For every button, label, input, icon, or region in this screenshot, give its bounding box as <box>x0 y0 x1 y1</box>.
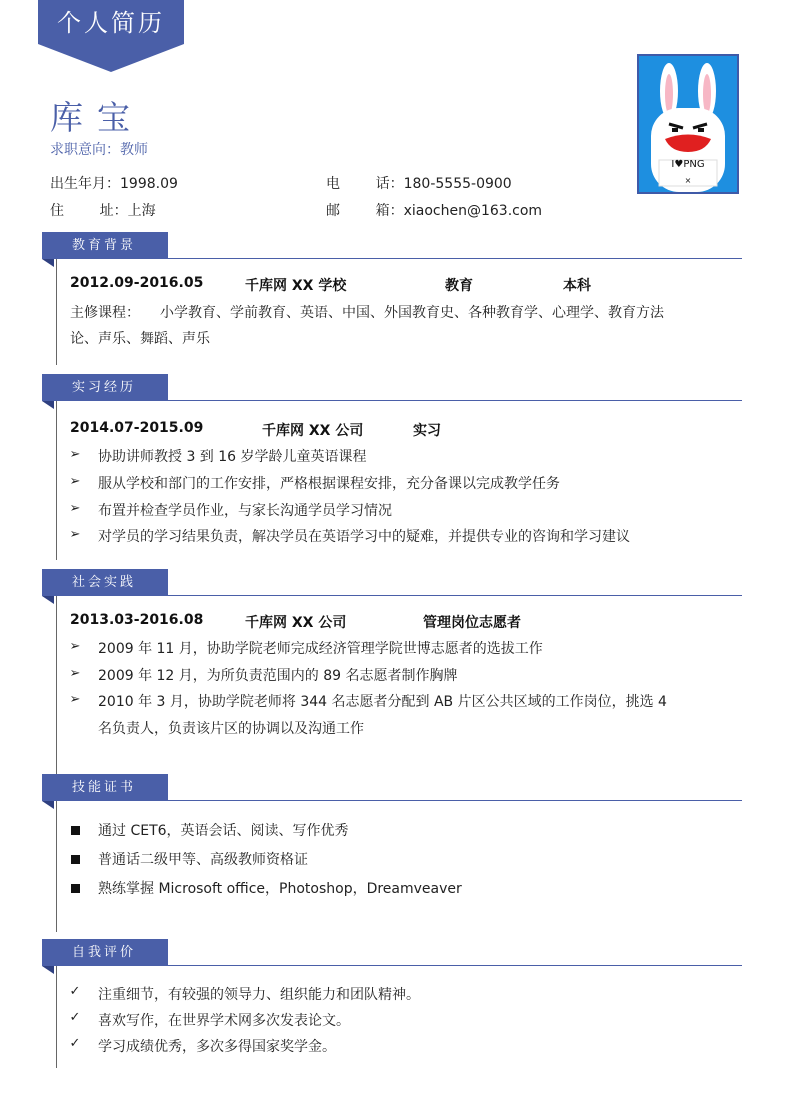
social-item: 2009 年 12 月，为所负责范围内的 89 名志愿者制作胸牌 <box>98 668 458 684</box>
birth-value: 1998.09 <box>120 176 178 192</box>
job-intent: 求职意向：教师 <box>50 142 148 158</box>
person-name: 库宝 <box>50 98 144 137</box>
section-spine <box>56 400 57 560</box>
svg-text:×: × <box>684 176 692 185</box>
check-icon: ✓ <box>69 984 81 999</box>
rabbit-avatar-icon <box>639 56 737 192</box>
skill-item: 普通话二级甲等、高级教师资格证 <box>98 852 308 868</box>
courses-line-1: 小学教育、学前教育、英语、中国、外国教育史、各种教育学、心理学、教育方法 <box>160 305 664 321</box>
arrow-bullet-icon: ➢ <box>69 527 81 542</box>
address-value: 上海 <box>127 203 156 219</box>
email-value: xiaochen@163.com <box>403 203 543 219</box>
education-major: 教育 <box>445 278 473 294</box>
social-item: 2010 年 3 月，协助学院老师将 344 名志愿者分配到 AB 片区公共区域的工作岗位，挑选 4 <box>98 694 667 710</box>
section-fold <box>42 966 54 974</box>
skill-item: 熟练掌握 Microsoft office，Photoshop，Dreamveaver <box>98 881 462 897</box>
courses-label: 主修课程： <box>70 305 140 321</box>
section-fold <box>42 401 54 409</box>
arrow-bullet-icon: ➢ <box>69 639 81 654</box>
profile-photo <box>637 54 739 194</box>
social-item-continued: 名负责人，负责该片区的协调以及沟通工作 <box>98 721 364 737</box>
section-title-social: 社会实践 <box>42 569 168 596</box>
section-spine <box>56 259 57 365</box>
square-bullet-icon <box>71 884 80 893</box>
education-degree: 本科 <box>563 278 591 294</box>
self-eval-item: 注重细节，有较强的领导力、组织能力和团队精神。 <box>98 987 420 1003</box>
social-company: 千库网 XX 公司 <box>245 615 347 631</box>
skill-item: 通过 CET6，英语会话、阅读、写作优秀 <box>98 823 349 839</box>
arrow-bullet-icon: ➢ <box>69 666 81 681</box>
social-role: 管理岗位志愿者 <box>423 615 521 631</box>
section-fold <box>42 259 54 267</box>
section-title-internship: 实习经历 <box>42 374 168 401</box>
arrow-bullet-icon: ➢ <box>69 447 81 462</box>
birth-label: 出生年月： <box>50 176 120 192</box>
internship-item: 协助讲师教授 3 到 16 岁学龄儿童英语课程 <box>98 449 367 465</box>
section-title-self-eval: 自我评价 <box>42 939 168 966</box>
section-spine <box>56 596 57 774</box>
section-title-education: 教育背景 <box>42 232 168 259</box>
banner-title: 个人简历 <box>57 9 165 37</box>
address-info <box>50 200 156 220</box>
check-icon: ✓ <box>69 1010 81 1025</box>
square-bullet-icon <box>71 855 80 864</box>
phone-info <box>326 173 512 193</box>
arrow-bullet-icon: ➢ <box>69 474 81 489</box>
courses-line-2: 论、声乐、舞蹈、声乐 <box>70 331 210 347</box>
section-fold <box>42 801 54 809</box>
section-divider <box>168 258 742 259</box>
education-period: 2012.09-2016.05 <box>70 275 204 291</box>
social-period: 2013.03-2016.08 <box>70 612 204 628</box>
email-info <box>326 200 542 220</box>
section-divider <box>168 965 742 966</box>
internship-role: 实习 <box>413 423 441 439</box>
phone-label: 电 话： <box>326 176 404 192</box>
address-label: 住 址： <box>50 203 128 219</box>
internship-item: 布置并检查学员作业，与家长沟通学员学习情况 <box>98 503 392 519</box>
section-spine <box>56 965 57 1068</box>
internship-company: 千库网 XX 公司 <box>262 423 364 439</box>
section-divider <box>168 595 742 596</box>
section-divider <box>168 400 742 401</box>
section-spine <box>56 800 57 932</box>
email-label: 邮 箱： <box>326 203 404 219</box>
square-bullet-icon <box>71 826 80 835</box>
internship-item: 服从学校和部门的工作安排，严格根据课程安排，充分备课以完成教学任务 <box>98 476 560 492</box>
internship-item: 对学员的学习结果负责，解决学员在英语学习中的疑难，并提供专业的咨询和学习建议 <box>98 529 630 545</box>
arrow-bullet-icon: ➢ <box>69 692 81 707</box>
internship-period: 2014.07-2015.09 <box>70 420 204 436</box>
education-school: 千库网 XX 学校 <box>245 278 347 294</box>
photo-badge: I♥PNG <box>671 159 705 170</box>
section-divider <box>168 800 742 801</box>
self-eval-item: 喜欢写作，在世界学术网多次发表论文。 <box>98 1013 350 1029</box>
section-title-skills: 技能证书 <box>42 774 168 801</box>
check-icon: ✓ <box>69 1036 81 1051</box>
self-eval-item: 学习成绩优秀，多次多得国家奖学金。 <box>98 1039 336 1055</box>
social-item: 2009 年 11 月，协助学院老师完成经济管理学院世博志愿者的选拔工作 <box>98 641 543 657</box>
section-fold <box>42 596 54 604</box>
phone-value: 180-5555-0900 <box>403 176 512 192</box>
birth-info <box>50 173 178 193</box>
arrow-bullet-icon: ➢ <box>69 501 81 516</box>
